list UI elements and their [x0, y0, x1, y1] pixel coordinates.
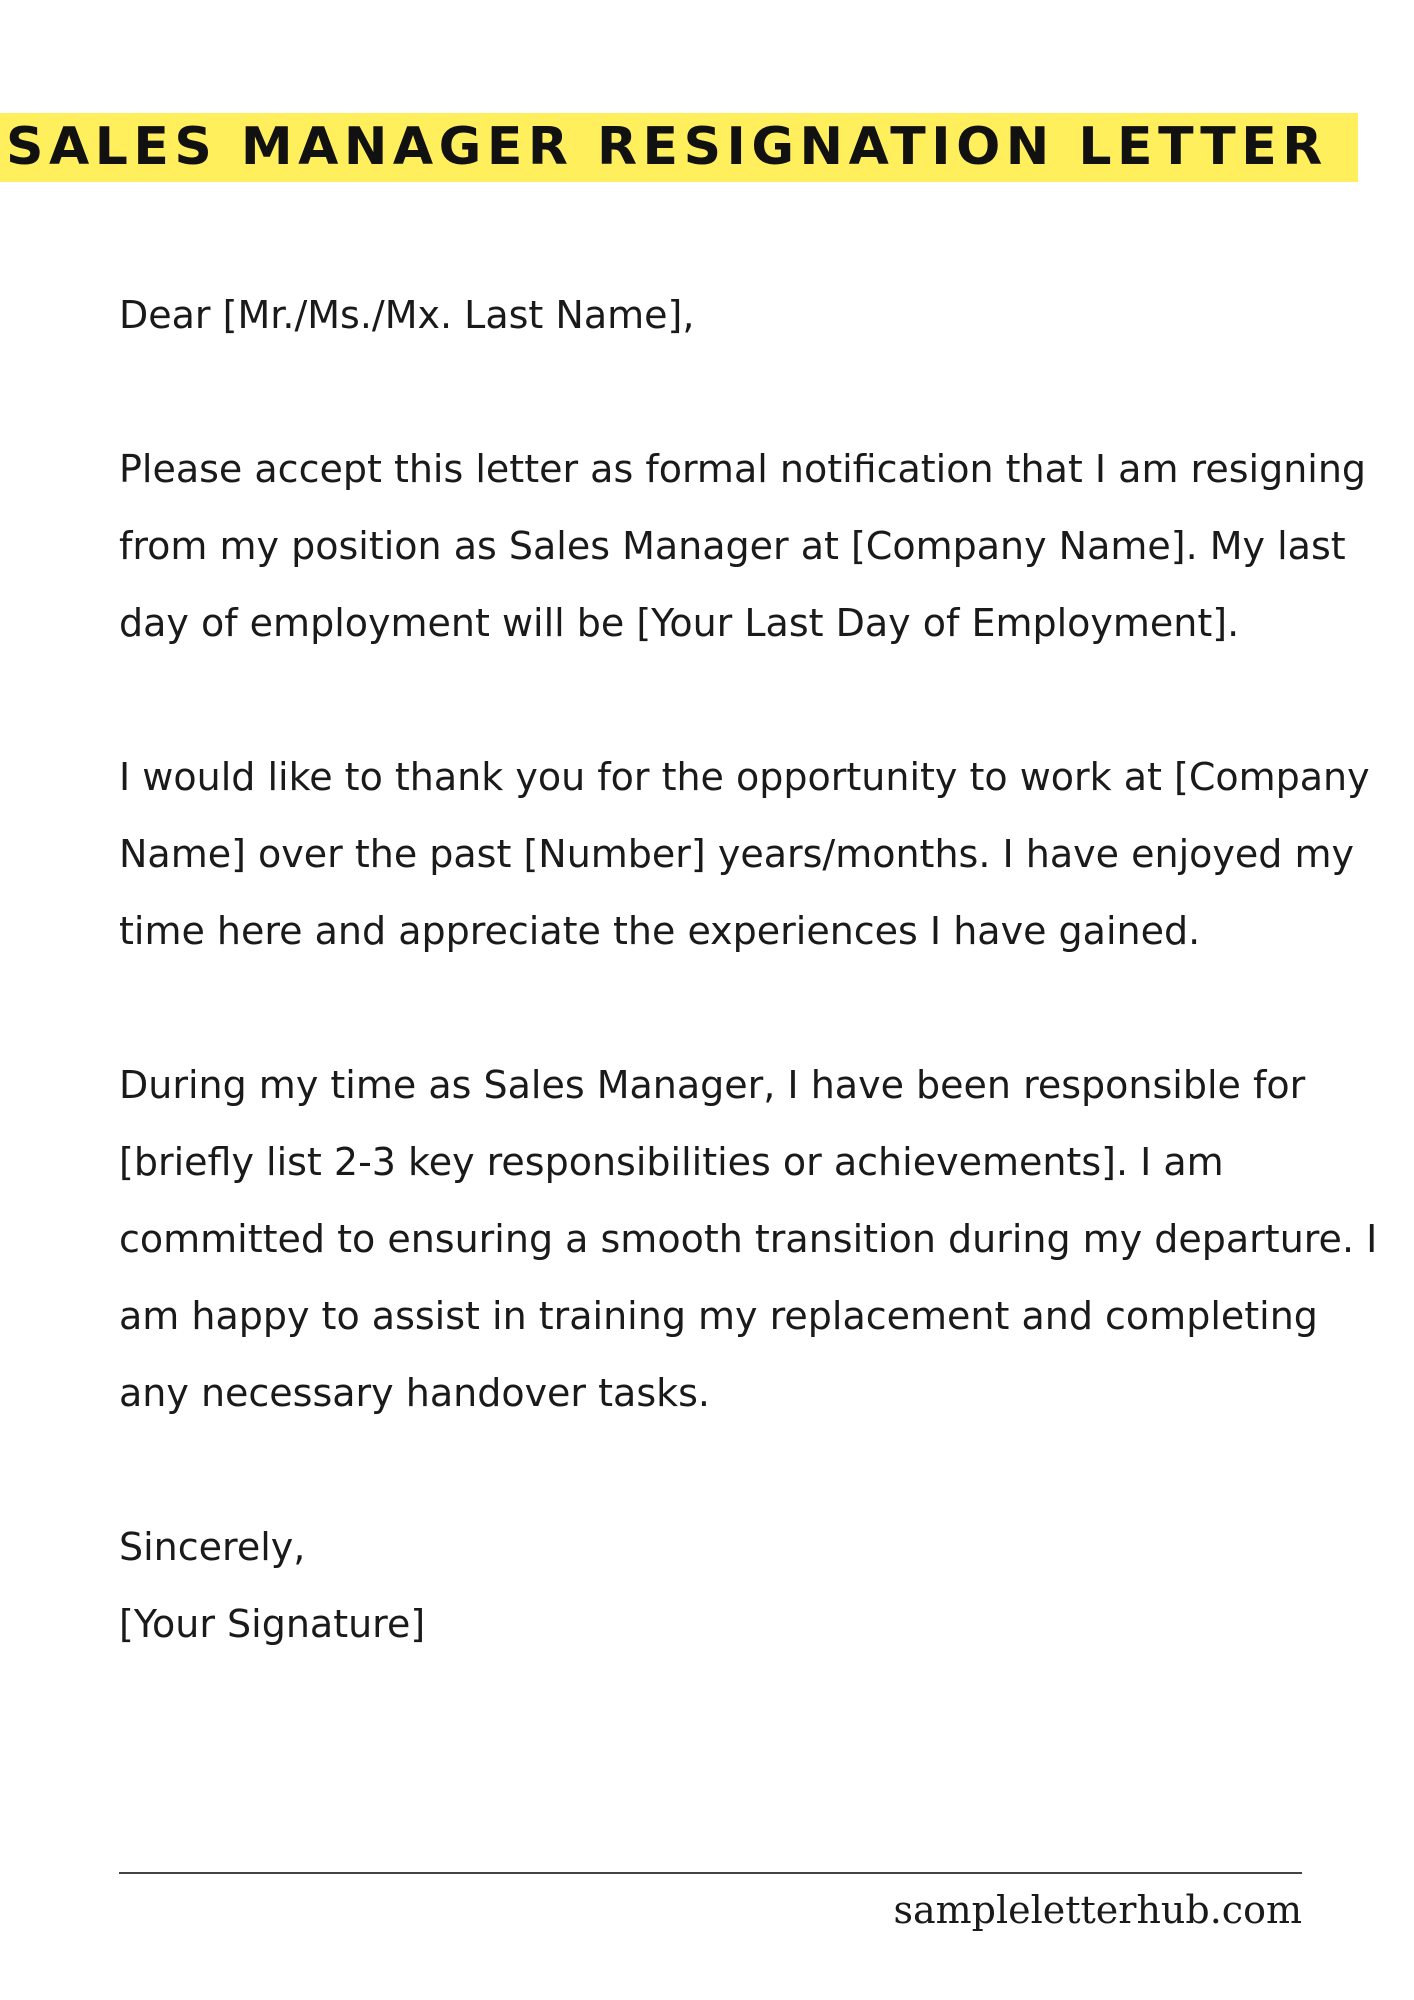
letter-paragraph-3: During my time as Sales Manager, I have been responsible for [briefly list 2-3 key responsibilities or achievements]. I am committed to ensuring a smooth transition during my departure. I am happy to assist in training my replacement and completing any necessary handover tasks. — [119, 1063, 1378, 1415]
signature-line — [119, 1872, 1302, 1874]
title-highlight-bar — [0, 113, 1358, 182]
letter-body — [119, 277, 1379, 1663]
letter-signature: [Your Signature] — [119, 1602, 426, 1646]
letter-paragraph-2: I would like to thank you for the opportunity to work at [Company Name] over the past [Number] years/months. I have enjoyed my time here and appreciate the experiences I have gained. — [119, 755, 1370, 953]
letter-closing: Sincerely, — [119, 1525, 306, 1569]
page-title: SALES MANAGER RESIGNATION LETTER — [6, 117, 1328, 177]
site-watermark: sampleletterhub.com — [893, 1888, 1302, 1932]
letter-paragraph-1: Please accept this letter as formal notification that I am resigning from my position as Sales Manager at [Company Name]. My last day of employment will be [Your Last Day of Employment]. — [119, 447, 1367, 645]
letter-greeting: Dear [Mr./Ms./Mx. Last Name], — [119, 293, 695, 337]
